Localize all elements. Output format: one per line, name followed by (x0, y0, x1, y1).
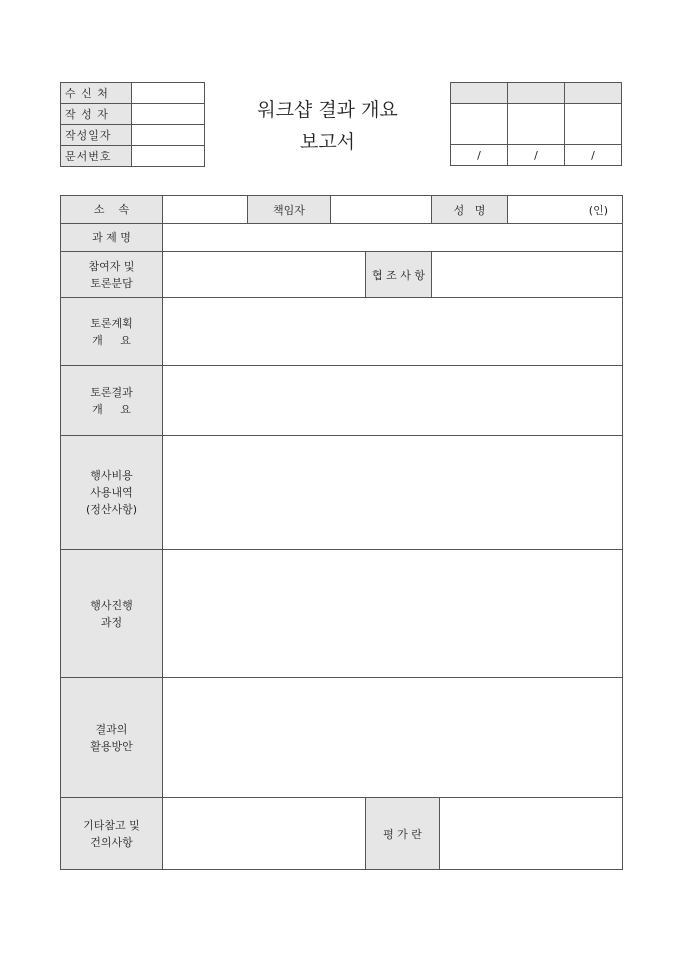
result-label-line2: 개 요 (92, 402, 131, 416)
row-plan (61, 298, 623, 366)
approval-date-cell-2[interactable]: / (508, 145, 565, 166)
name-field[interactable] (508, 196, 623, 224)
approval-sign-cell-3[interactable] (565, 104, 622, 145)
info-row-author (61, 104, 205, 125)
title-line-2: 보고서 (299, 131, 356, 153)
row-participants (61, 252, 623, 298)
approval-sign-cell-2[interactable] (508, 104, 565, 145)
approval-date-cell-1[interactable]: / (451, 145, 508, 166)
date-label: 작성일자 (61, 125, 132, 146)
plan-label (61, 298, 163, 366)
manager-label: 책임자 (248, 196, 331, 224)
document-title (215, 94, 440, 158)
info-row-date (61, 125, 205, 146)
approval-sign-row (451, 104, 622, 145)
cost-label (61, 436, 163, 550)
affiliation-field[interactable] (163, 196, 248, 224)
approval-title-cell-1[interactable] (451, 83, 508, 104)
process-label (61, 550, 163, 678)
participants-label (61, 252, 163, 298)
doc-number-label: 문서번호 (61, 146, 132, 167)
plan-label-line2: 개 요 (92, 333, 131, 347)
cost-label-line3: (정산사항) (85, 503, 138, 516)
cost-label-line2: 사용내역 (90, 486, 133, 499)
affiliation-label: 소 속 (61, 196, 163, 224)
doc-number-field[interactable] (132, 146, 205, 167)
usage-label-line2: 활용방안 (90, 739, 133, 753)
result-label-line1: 토론결과 (90, 385, 133, 399)
usage-label-line1: 결과의 (95, 722, 128, 736)
participants-field[interactable] (163, 252, 366, 298)
row-usage (61, 678, 623, 798)
title-line-1: 워크샵 결과 개요 (257, 99, 398, 121)
subject-label: 과 제 명 (61, 224, 163, 252)
cost-field[interactable] (163, 436, 623, 550)
row-process (61, 550, 623, 678)
cost-label-line1: 행사비용 (90, 469, 133, 482)
etc-field[interactable] (163, 798, 366, 870)
approval-date-cell-3[interactable]: / (565, 145, 622, 166)
recipient-label: 수 신 처 (61, 83, 132, 104)
row-result (61, 366, 623, 436)
approval-sign-cell-1[interactable] (451, 104, 508, 145)
etc-label-line1: 기타참고 및 (83, 818, 140, 832)
approval-title-cell-2[interactable] (508, 83, 565, 104)
row-subject (61, 224, 623, 252)
name-label: 성 명 (432, 196, 508, 224)
approval-date-row (451, 145, 622, 166)
manager-field[interactable] (331, 196, 432, 224)
row-cost (61, 436, 623, 550)
participants-label-line1: 참여자 및 (88, 259, 135, 273)
evaluation-label: 평 가 란 (366, 798, 440, 870)
result-field[interactable] (163, 366, 623, 436)
evaluation-field[interactable] (440, 798, 623, 870)
process-label-line2: 과정 (100, 615, 123, 629)
document-info-table (60, 82, 205, 167)
row-etc (61, 798, 623, 870)
recipient-field[interactable] (132, 83, 205, 104)
author-field[interactable] (132, 104, 205, 125)
approval-table (450, 82, 622, 166)
seal-mark: (인) (588, 203, 608, 217)
process-field[interactable] (163, 550, 623, 678)
date-field[interactable] (132, 125, 205, 146)
cooperation-field[interactable] (432, 252, 623, 298)
plan-field[interactable] (163, 298, 623, 366)
result-label (61, 366, 163, 436)
etc-label-line2: 건의사항 (90, 835, 133, 849)
etc-label (61, 798, 163, 870)
info-row-doc-number (61, 146, 205, 167)
subject-field[interactable] (163, 224, 623, 252)
usage-label (61, 678, 163, 798)
participants-label-line2: 토론분담 (90, 276, 133, 290)
approval-title-cell-3[interactable] (565, 83, 622, 104)
usage-field[interactable] (163, 678, 623, 798)
cooperation-label: 협 조 사 항 (366, 252, 432, 298)
row-affiliation (61, 196, 623, 224)
author-label: 작 성 자 (61, 104, 132, 125)
workshop-report-form (60, 195, 623, 870)
process-label-line1: 행사진행 (90, 598, 133, 612)
approval-header-row (451, 83, 622, 104)
plan-label-line1: 토론계획 (90, 316, 133, 330)
info-row-recipient (61, 83, 205, 104)
